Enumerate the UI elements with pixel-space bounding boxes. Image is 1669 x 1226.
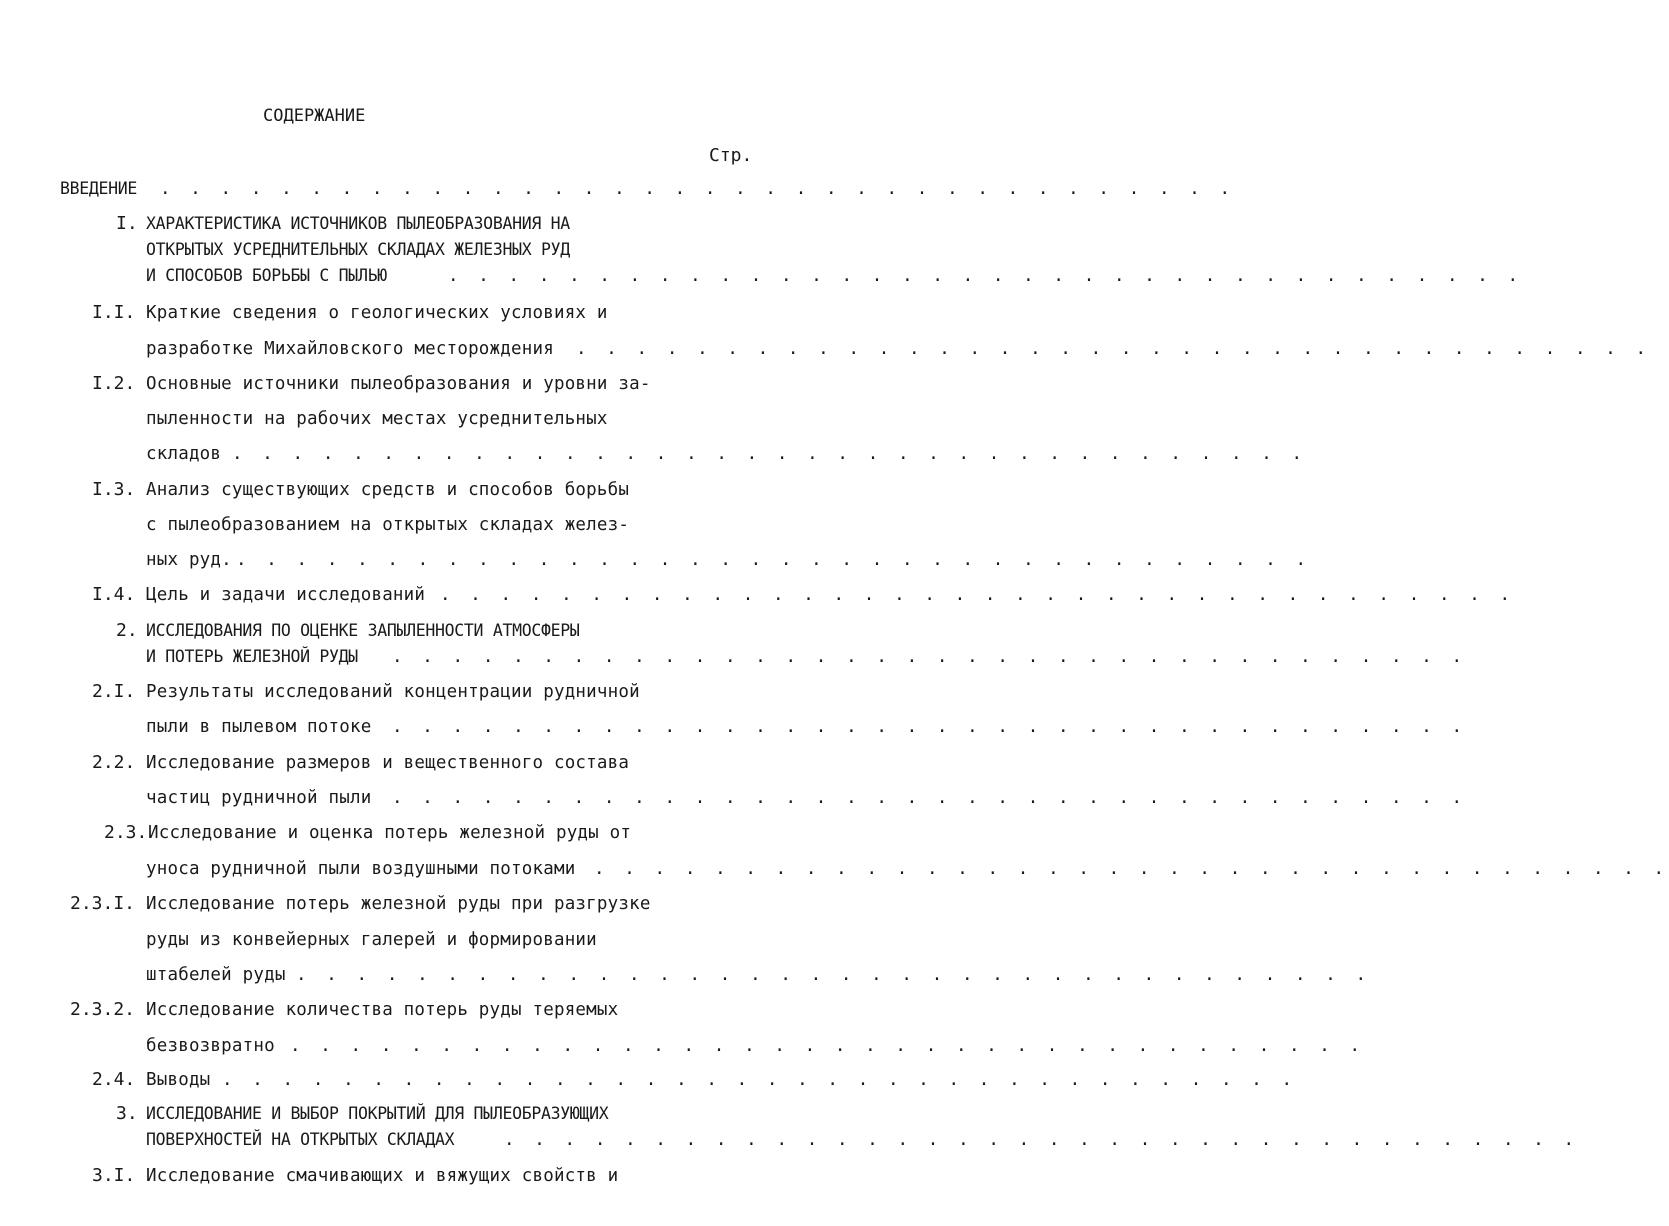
toc-leader-dots: . . . . . . . . . . . . . . . . . . . . . . . . . . . . . . . . . . . . bbox=[296, 965, 1371, 985]
toc-leader-dots: . . . . . . . . . . . . . . . . . . . . . . . . . . . . . . . . . . . . bbox=[440, 585, 1515, 605]
toc-entry-number: I.2. bbox=[92, 373, 136, 394]
toc-leader-dots: . . . . . . . . . . . . . . . . . . . . . . . . . . . . . . . . . . . . bbox=[232, 444, 1307, 464]
toc-entry-text: Выводы bbox=[146, 1070, 211, 1090]
toc-leader-dots: . . . . . . . . . . . . . . . . . . . . . . . . . . . . . . . . . . . . bbox=[504, 1130, 1579, 1150]
toc-entry-text: безвозвратно bbox=[146, 1036, 275, 1056]
toc-entry-text: разработке Михайловского месторождения bbox=[146, 339, 554, 359]
toc-entry-text: штабелей руды bbox=[146, 965, 286, 985]
toc-entry-number: 2.4. bbox=[92, 1069, 136, 1090]
toc-leader-dots: . . . . . . . . . . . . . . . . . . . . . . . . . . . . . . . . . . . . bbox=[236, 550, 1311, 570]
toc-entry-text: ПОВЕРХНОСТЕЙ НА ОТКРЫТЫХ СКЛАДАХ bbox=[146, 1130, 455, 1149]
toc-entry-text: складов bbox=[146, 444, 222, 464]
toc-entry-text: Цель и задачи исследований bbox=[146, 585, 426, 605]
toc-entry-text: пыли в пылевом потоке bbox=[146, 717, 372, 737]
toc-entry-text: Краткие сведения о геологических условиях и bbox=[146, 303, 608, 323]
toc-entry-number: I. bbox=[116, 213, 138, 234]
toc-entry-number: 2. bbox=[116, 620, 138, 641]
toc-entry-number: 2.3. bbox=[104, 822, 148, 843]
toc-entry-text: И ПОТЕРЬ ЖЕЛЕЗНОЙ РУДЫ bbox=[146, 647, 358, 666]
toc-entry-text: ИССЛЕДОВАНИЕ И ВЫБОР ПОКРЫТИЙ ДЛЯ ПЫЛЕОБРАЗУЮЩИХ bbox=[146, 1104, 609, 1123]
toc-entry-number: 2.3.2. bbox=[70, 999, 136, 1020]
toc-entry-number: I.I. bbox=[92, 302, 136, 323]
toc-entry-text: частиц рудничной пыли bbox=[146, 788, 372, 808]
toc-entry-text: ИССЛЕДОВАНИЯ ПО ОЦЕНКЕ ЗАПЫЛЕННОСТИ АТМОСФЕРЫ bbox=[146, 621, 580, 640]
toc-entry-text: Результаты исследований концентрации рудничной bbox=[146, 682, 640, 702]
toc-leader-dots: . . . . . . . . . . . . . . . . . . . . . . . . . . . . . . . . . . . . bbox=[290, 1036, 1365, 1056]
toc-entry-number: 3.I. bbox=[92, 1165, 136, 1186]
toc-entry-text: Анализ существующих средств и способов борьбы bbox=[146, 480, 630, 500]
toc-entry-text: руды из конвейерных галерей и формировании bbox=[146, 930, 597, 950]
toc-entry-number: 2.3.I. bbox=[70, 893, 136, 914]
toc-entry-text: уноса рудничной пыли воздушными потоками bbox=[146, 859, 576, 879]
toc-entry-text: ВВЕДЕНИЕ bbox=[60, 179, 138, 198]
page-column-header: Стр. bbox=[709, 145, 753, 166]
toc-entry-number: 3. bbox=[116, 1103, 138, 1124]
toc-entry-text: ОТКРЫТЫХ УСРЕДНИТЕЛЬНЫХ СКЛАДАХ ЖЕЛЕЗНЫХ РУД bbox=[146, 240, 570, 259]
toc-entry-text: Исследование смачивающих и вяжущих свойств и bbox=[146, 1166, 619, 1186]
toc-entry-text: пыленности на рабочих местах усреднительных bbox=[146, 409, 608, 429]
toc-entry-text: Исследование и оценка потерь железной руды от bbox=[148, 823, 632, 843]
toc-leader-dots: . . . . . . . . . . . . . . . . . . . . . . . . . . . . . . . . . . . . bbox=[392, 647, 1467, 667]
toc-entry-number: I.4. bbox=[92, 584, 136, 605]
toc-leader-dots: . . . . . . . . . . . . . . . . . . . . . . . . . . . . . . . . . . . . bbox=[576, 339, 1651, 359]
toc-leader-dots: . . . . . . . . . . . . . . . . . . . . . . . . . . . . . . . . . . . . bbox=[222, 1070, 1297, 1090]
page-title: СОДЕРЖАНИЕ bbox=[263, 106, 366, 126]
toc-entry-text: с пылеобразованием на открытых складах желез- bbox=[146, 515, 630, 535]
toc-leader-dots: . . . . . . . . . . . . . . . . . . . . . . . . . . . . . . . . . . . . bbox=[392, 788, 1467, 808]
toc-leader-dots: . . . . . . . . . . . . . . . . . . . . . . . . . . . . . . . . . . . . bbox=[392, 717, 1467, 737]
toc-entry-number: 2.I. bbox=[92, 681, 136, 702]
toc-entry-text: И СПОСОБОВ БОРЬБЫ С ПЫЛЬЮ bbox=[146, 266, 387, 285]
toc-leader-dots: . . . . . . . . . . . . . . . . . . . . . . . . . . . . . . . . . . . . bbox=[160, 179, 1235, 199]
toc-leader-dots: . . . . . . . . . . . . . . . . . . . . . . . . . . . . . . . . . . . . bbox=[594, 859, 1669, 879]
toc-entry-text: Исследование потерь железной руды при разгрузке bbox=[146, 894, 651, 914]
toc-leader-dots: . . . . . . . . . . . . . . . . . . . . . . . . . . . . . . . . . . . . bbox=[448, 266, 1523, 286]
toc-entry-text: Основные источники пылеобразования и уровни за- bbox=[146, 374, 651, 394]
toc-entry-number: 2.2. bbox=[92, 752, 136, 773]
toc-entry-number: I.3. bbox=[92, 479, 136, 500]
toc-entry-text: Исследование размеров и вещественного состава bbox=[146, 753, 630, 773]
toc-entry-text: Исследование количества потерь руды теряемых bbox=[146, 1000, 619, 1020]
toc-entry-text: ХАРАКТЕРИСТИКА ИСТОЧНИКОВ ПЫЛЕОБРАЗОВАНИЯ НА bbox=[146, 214, 570, 233]
toc-entry-text: ных руд. bbox=[146, 550, 232, 570]
